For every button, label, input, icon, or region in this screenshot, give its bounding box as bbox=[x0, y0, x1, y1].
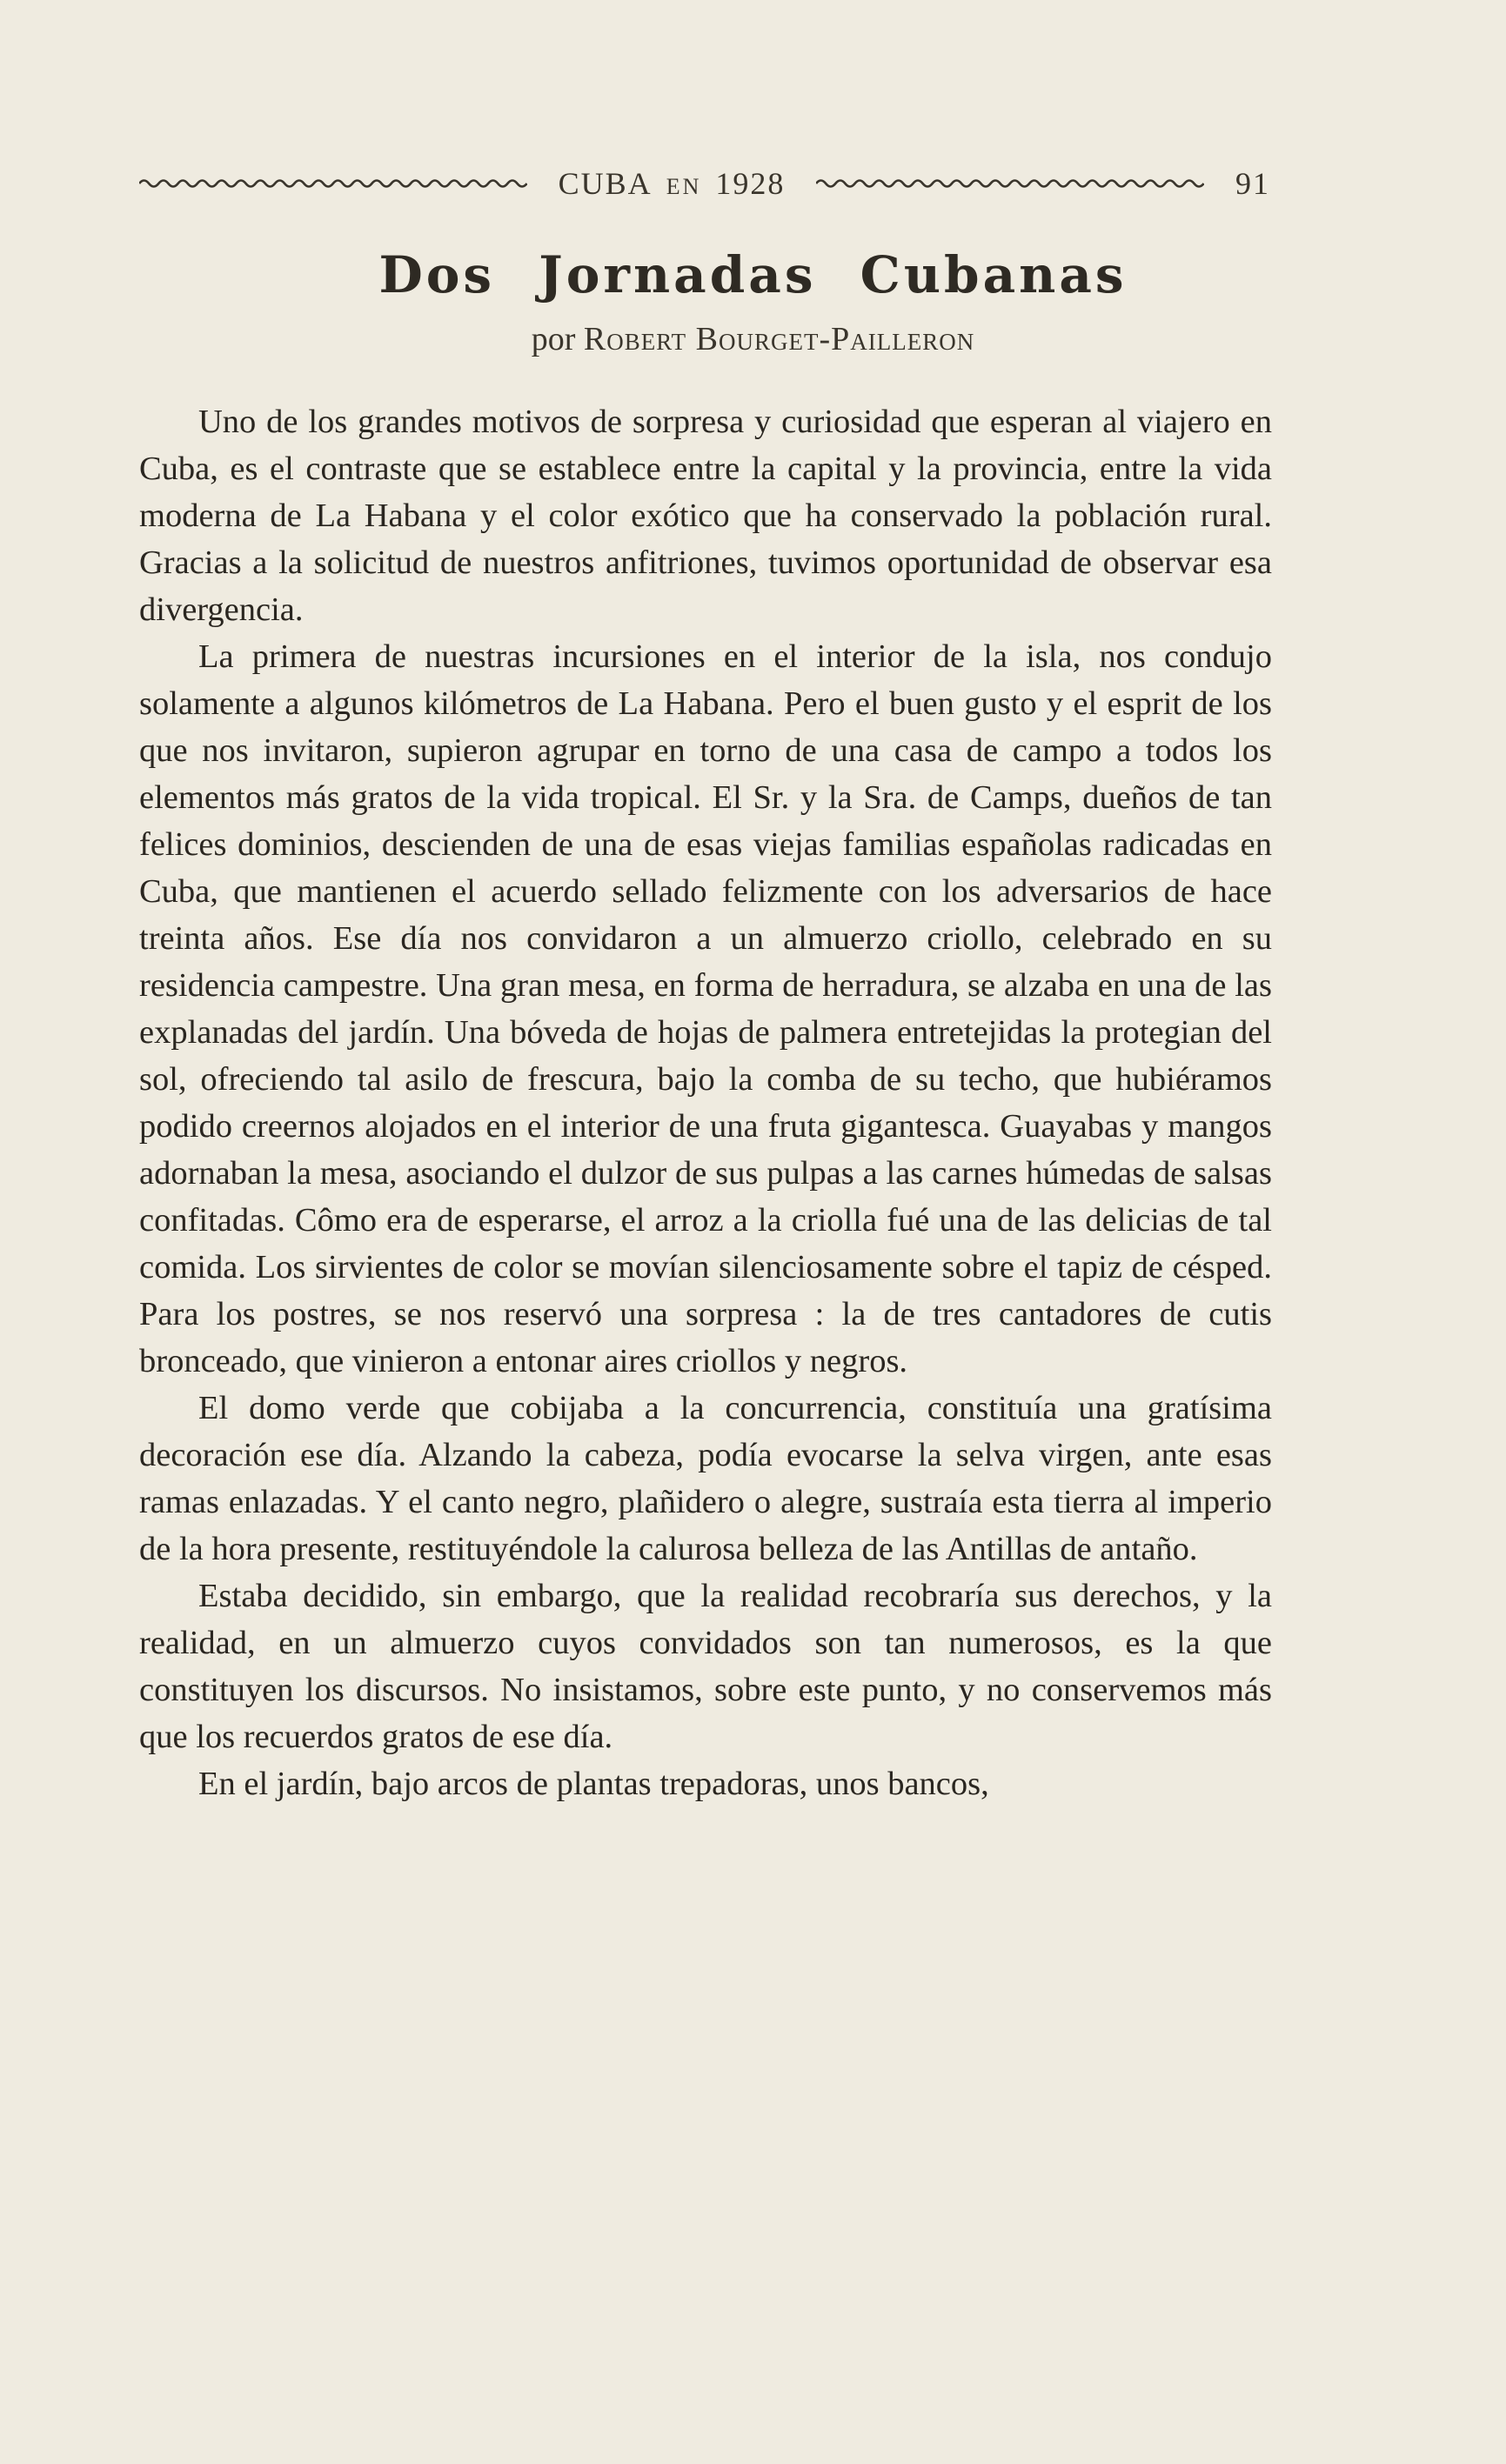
article-body bbox=[139, 398, 1272, 1807]
running-head-main: CUBA bbox=[558, 166, 653, 201]
article-title: Dos Jornadas Cubanas bbox=[378, 245, 1128, 304]
paragraph: El domo verde que cobijaba a la concurrencia, constituía una gratísima decoración ese día. Alzando la cabeza, podía evocarse la selva virgen, ante esas ramas enlazadas. Y el canto negro, plañidero o alegre, sustraía esta tierra al imperio de la hora presente, restituyéndole la calurosa belleza de las Antillas de antaño. bbox=[139, 1390, 1272, 1567]
running-head-en: EN bbox=[666, 174, 702, 199]
paragraph: Estaba decidido, sin embargo, que la realidad recobraría sus derechos, y la realidad, en un almuerzo cuyos convidados son tan numerosos, es la que constituyen los discursos. No insistamos, sobre este punto, y no conservemos más que los recuerdos gratos de ese día. bbox=[139, 1578, 1272, 1755]
paragraph: La primera de nuestras incursiones en el interior de la isla, nos condujo solamente a algunos kilómetros de La Habana. Pero el buen gusto y el esprit de los que nos invitaron, supieron agrupar en torno de una casa de campo a todos los elementos más gratos de la vida tropical. El Sr. y la Sra. de Camps, dueños de tan felices dominios, descienden de una de esas viejas familias españolas radicadas en Cuba, que mantienen el acuerdo sellado felizmente con los adversarios de hace treinta años. Ese día nos convidaron a un almuerzo criollo, celebrado en su residencia campestre. Una gran mesa, en forma de herradura, se alzaba en una de las explanadas del jardín. Una bóveda de hojas de palmera entretejidas la protegian del sol, ofreciendo tal asilo de frescura, bajo la comba de su techo, que hubiéramos podido creernos alojados en el interior de una fruta gigantesca. Guayabas y mangos adornaban la mesa, asociando el dulzor de sus pulpas a las carnes húmedas de salsas confitadas. Cômo era de esperarse, el arroz a la criolla fué una de las delicias de tal comida. Los sirvientes de color se movían silenciosamente sobre el tapiz de césped. Para los postres, se nos reservó una sorpresa : la de tres cantadores de cutis bronceado, que vinieron a entonar aires criollos y negros. bbox=[139, 638, 1272, 1379]
paragraph: Uno de los grandes motivos de sorpresa y curiosidad que esperan al viajero en Cuba, es el contraste que se establece entre la capital y la provincia, entre la vida moderna de La Habana y el color exótico que ha conservado la población rural. Gracias a la solicitud de nuestros anfitriones, tuvimos oportunidad de observar esa divergencia. bbox=[139, 404, 1272, 628]
paragraph: En el jardín, bajo arcos de plantas trepadoras, unos bancos, bbox=[198, 1766, 989, 1802]
author-name: Robert Bourget-Pailleron bbox=[583, 321, 975, 357]
byline bbox=[0, 320, 1506, 358]
wavy-rule-left-ornament bbox=[139, 176, 527, 191]
byline-prefix: por bbox=[531, 321, 576, 357]
running-head-year: 1928 bbox=[715, 166, 786, 201]
page-number: 91 bbox=[1235, 166, 1271, 201]
wavy-rule-right-ornament bbox=[816, 176, 1204, 191]
running-head-title bbox=[559, 165, 786, 202]
running-head bbox=[139, 162, 1270, 205]
